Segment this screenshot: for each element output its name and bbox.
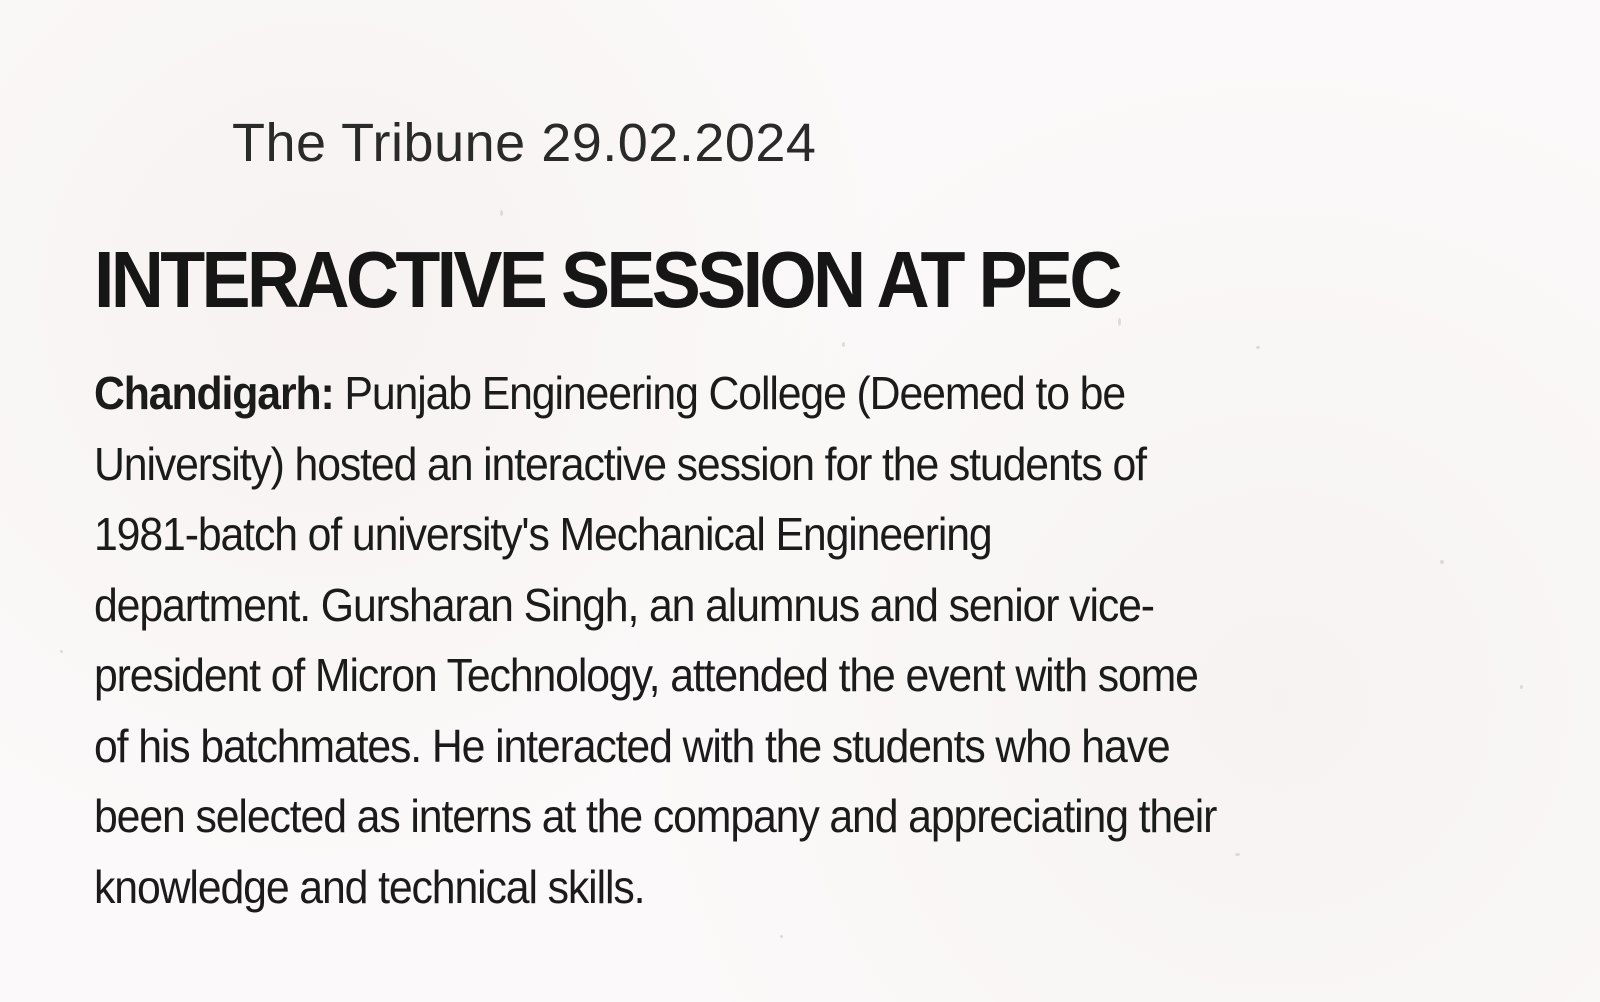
headline: INTERACTIVE SESSION AT PEC: [94, 235, 1119, 324]
article-line: [94, 358, 1424, 429]
print-speck: [1256, 346, 1260, 349]
dateline: Chandigarh:: [94, 367, 334, 419]
publication-name: The Tribune: [232, 113, 526, 173]
article-line: knowledge and technical skills.: [94, 860, 645, 913]
article-line: University) hosted an interactive session for the students of: [94, 437, 1146, 490]
article-body: [94, 358, 1524, 922]
publication-date: 29.02.2024: [541, 113, 817, 173]
article-line-text: Punjab Engineering College (Deemed to be: [333, 367, 1126, 419]
print-speck: [1520, 685, 1523, 689]
print-speck: [780, 935, 783, 938]
article-line: been selected as interns at the company and appreciating their: [94, 790, 1217, 842]
print-speck: [1118, 318, 1121, 326]
print-speck: [1235, 853, 1240, 856]
print-speck: [60, 650, 63, 653]
print-speck: [842, 342, 845, 347]
print-speck: [1440, 560, 1444, 564]
article-line: president of Micron Technology, attended the event with some: [94, 649, 1198, 701]
article-line: of his batchmates. He interacted with the students who have: [94, 719, 1170, 772]
article-line: 1981-batch of university's Mechanical Engineering: [94, 508, 992, 560]
source-line: [232, 112, 816, 174]
print-speck: [500, 210, 503, 216]
article-line: department. Gursharan Singh, an alumnus and senior vice-: [94, 578, 1154, 631]
